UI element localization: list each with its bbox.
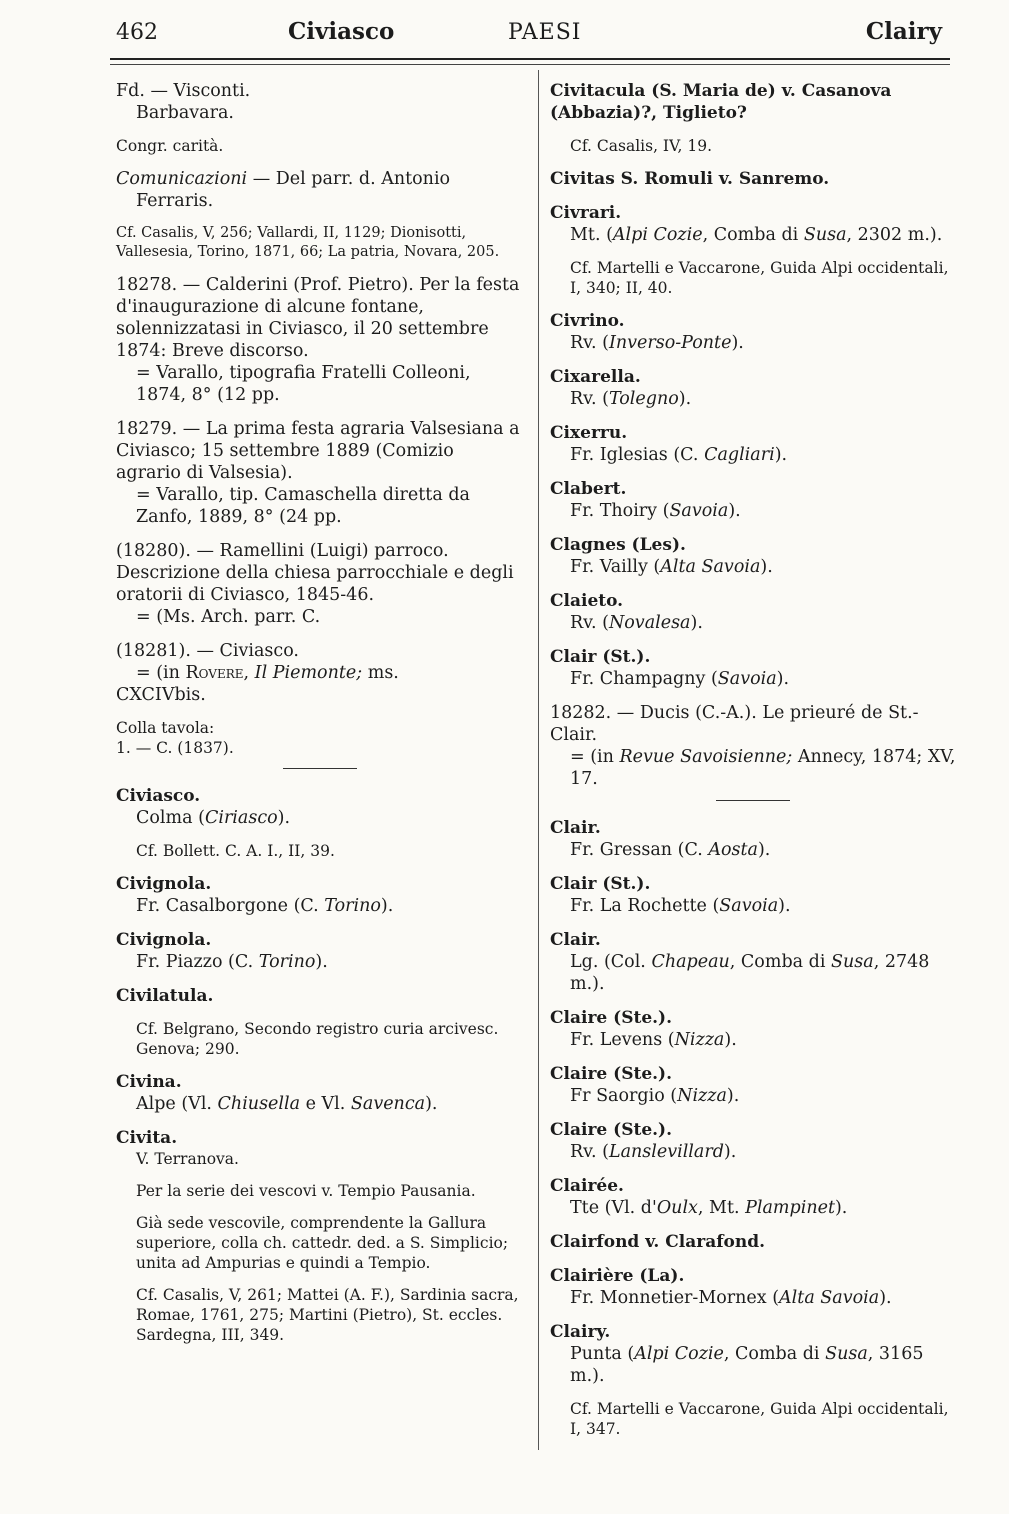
text-line: Per la serie dei vescovi v. Tempio Pausania. xyxy=(136,1182,476,1200)
bibliography-entry: (18281). — Civiasco. xyxy=(116,641,299,661)
text-line: CXCIVbis. xyxy=(116,685,206,705)
header-rule-thick xyxy=(110,58,950,60)
right-catchword: Clairy xyxy=(865,18,942,45)
headword: Clairée. xyxy=(550,1176,624,1196)
bibliography-entry: 18282. — Ducis (C.-A.). Le prieuré de St.-Clair. xyxy=(550,703,919,745)
headword: Clair. xyxy=(550,930,601,950)
text-line: Fr. Iglesias (C. Cagliari). xyxy=(570,445,788,465)
text-line: Fr Saorgio (Nizza). xyxy=(570,1086,740,1106)
headword: Civrino. xyxy=(550,311,625,331)
citation: Cf. Martelli e Vaccarone, Guida Alpi occidentali, I, 347. xyxy=(570,1400,949,1438)
headword: Clair. xyxy=(550,818,601,838)
headword: Civitas S. Romuli v. Sanremo. xyxy=(550,169,830,189)
right-column xyxy=(550,80,956,1439)
citation: Cf. Bollett. C. A. I., II, 39. xyxy=(136,842,335,860)
headword: Clagnes (Les). xyxy=(550,535,686,555)
imprint: = (in Rovere, Il Piemonte; ms. xyxy=(136,663,399,683)
text-line: Fr. Levens (Nizza). xyxy=(570,1030,737,1050)
headword: Claire (Ste.). xyxy=(550,1064,673,1084)
text-line: Punta (Alpi Cozie, Comba di Susa, 3165 m.). xyxy=(570,1344,924,1386)
text-line: 1. — C. (1837). xyxy=(116,739,234,757)
text-line: Fd. — Visconti. xyxy=(116,81,251,101)
text-line: Già sede vescovile, comprendente la Gallura superiore, colla ch. cattedr. ded. a S. Simplicio; unita ad Ampurias e quindi a Tempio. xyxy=(136,1214,509,1272)
bibliography-entry: 18278. — Calderini (Prof. Pietro). Per la festa d'inaugurazione di alcune fontane, solennizzatasi in Civiasco, il 20 settembre 1874: Breve discorso. xyxy=(116,275,520,361)
text-line: Fr. Monnetier-Mornex (Alta Savoia). xyxy=(570,1288,892,1308)
text-line: Congr. carità. xyxy=(116,137,224,155)
headword: Civina. xyxy=(116,1072,182,1092)
headword: Clairfond v. Clarafond. xyxy=(550,1232,766,1252)
headword: Claire (Ste.). xyxy=(550,1120,673,1140)
list-item xyxy=(116,80,524,124)
section-rule xyxy=(283,768,357,769)
headword: Clair (St.). xyxy=(550,647,651,667)
bibliography-entry: 18279. — La prima festa agraria Valsesiana a Civiasco; 15 settembre 1889 (Comizio agrario di Valsesia). xyxy=(116,419,520,483)
headword: Clairy. xyxy=(550,1322,611,1342)
headword: Clair (St.). xyxy=(550,874,651,894)
citation: Cf. Martelli e Vaccarone, Guida Alpi occidentali, I, 340; II, 40. xyxy=(570,259,949,297)
column-divider xyxy=(538,70,539,1450)
citation: Cf. Casalis, V, 256; Vallardi, II, 1129; Dionisotti, Vallesesia, Torino, 1871, 66; La patria, Novara, 205. xyxy=(116,225,500,260)
citation: Cf. Casalis, IV, 19. xyxy=(570,137,713,155)
headword: Clabert. xyxy=(550,479,627,499)
imprint: = (in Revue Savoisienne; Annecy, 1874; XV, 17. xyxy=(570,747,956,789)
headword: Civignola. xyxy=(116,874,212,894)
text-line: Barbavara. xyxy=(136,103,234,123)
text-line: Tte (Vl. d'Oulx, Mt. Plampinet). xyxy=(570,1198,848,1218)
text-line: Fr. Champagny (Savoia). xyxy=(570,669,790,689)
text-line: Fr. Casalborgone (C. Torino). xyxy=(136,896,394,916)
headword: Civilatula. xyxy=(116,986,214,1006)
imprint: = Varallo, tipografia Fratelli Colleoni, 1874, 8° (12 pp. xyxy=(136,363,471,405)
text-line: Rv. (Inverso-Ponte). xyxy=(570,333,744,353)
imprint: = (Ms. Arch. parr. C. xyxy=(136,607,321,627)
headword: Claieto. xyxy=(550,591,624,611)
citation: Cf. Belgrano, Secondo registro curia arcivesc. Genova; 290. xyxy=(136,1020,499,1058)
text-line: Fr. Thoiry (Savoia). xyxy=(570,501,741,521)
italic-text: Comunicazioni xyxy=(116,169,248,189)
text-line: Mt. (Alpi Cozie, Comba di Susa, 2302 m.). xyxy=(570,225,943,245)
headword: Cixarella. xyxy=(550,367,641,387)
text-line: Rv. (Tolegno). xyxy=(570,389,692,409)
page-number: 462 xyxy=(116,20,158,45)
headword: Clairière (La). xyxy=(550,1266,685,1286)
text-line: Lg. (Col. Chapeau, Comba di Susa, 2748 m.). xyxy=(570,952,930,994)
header-rule-thin xyxy=(110,64,950,65)
headword: Civignola. xyxy=(116,930,212,950)
text-line: Rv. (Novalesa). xyxy=(570,613,703,633)
text-line: Rv. (Lanslevillard). xyxy=(570,1142,737,1162)
bibliography-entry: (18280). — Ramellini (Luigi) parroco. Descrizione della chiesa parrocchiale e degli oratorii di Civiasco, 1845-46. xyxy=(116,541,514,605)
text-line: Fr. La Rochette (Savoia). xyxy=(570,896,791,916)
text-line: Colla tavola: xyxy=(116,719,215,737)
text-line: Fr. Vailly (Alta Savoia). xyxy=(570,557,773,577)
cross-reference: V. Terranova. xyxy=(136,1150,239,1168)
text-line: Fr. Gressan (C. Aosta). xyxy=(570,840,771,860)
list-item: Comunicazioni — Del parr. d. Antonio Ferraris. xyxy=(116,168,524,212)
text-line: Alpe (Vl. Chiusella e Vl. Savenca). xyxy=(136,1094,438,1114)
headword: Civita. xyxy=(116,1128,178,1148)
headword: Cixerru. xyxy=(550,423,628,443)
section-title: PAESI xyxy=(508,20,582,45)
headword: Civitacula (S. Maria de) v. Casanova (Abbazia)?, Tiglieto? xyxy=(550,81,892,123)
left-catchword: Civiasco xyxy=(288,18,395,45)
running-header xyxy=(110,18,950,52)
text-line: Colma (Ciriasco). xyxy=(136,808,291,828)
left-column xyxy=(116,80,524,1345)
headword: Claire (Ste.). xyxy=(550,1008,673,1028)
headword: Civrari. xyxy=(550,203,622,223)
headword: Civiasco. xyxy=(116,786,201,806)
text-line: Ferraris. xyxy=(136,191,214,211)
citation: Cf. Casalis, V, 261; Mattei (A. F.), Sardinia sacra, Romae, 1761, 275; Martini (Pietro), St. eccles. Sardegna, III, 349. xyxy=(136,1286,519,1344)
section-rule xyxy=(716,800,790,801)
text-line: Fr. Piazzo (C. Torino). xyxy=(136,952,328,972)
imprint: = Varallo, tip. Camaschella diretta da Zanfo, 1889, 8° (24 pp. xyxy=(136,485,470,527)
